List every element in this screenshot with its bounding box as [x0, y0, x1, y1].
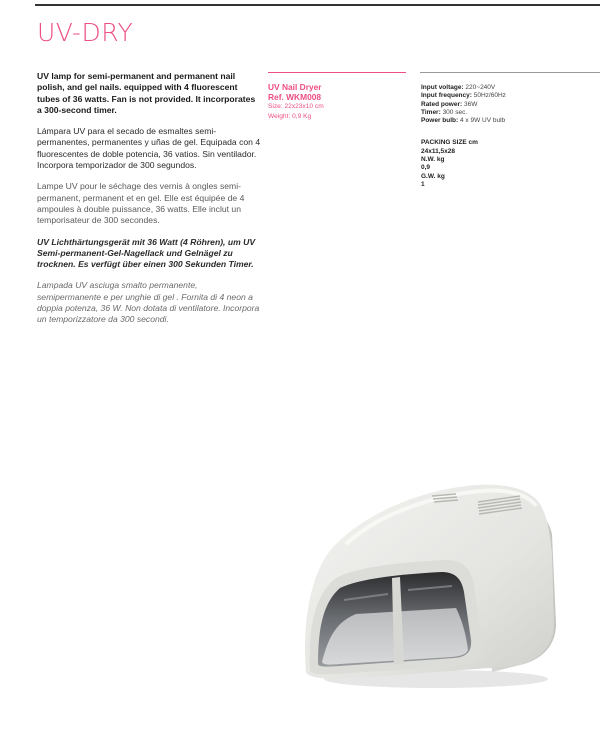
description-french: Lampe UV pour le séchage des vernis à ongles semi-permanent, permanent et en gel. Elle est équipée de 4 ampoules à double puissance, 36 watts. Elle inclut un temporisateur de 300 secondes. [37, 181, 245, 226]
description-english: UV lamp for semi-permanent and permanent nail polish, and gel nails. equipped with 4 fluorescent tubes of 36 watts. Fan is not provided. It incorporates a 300-second timer. [37, 71, 256, 115]
product-ref: Ref. WKM008 [268, 92, 322, 102]
specs-column [421, 84, 600, 189]
specs-rule [420, 72, 600, 73]
packing-info [421, 139, 600, 189]
top-rule [35, 4, 600, 6]
packing-gw-value: 1 [421, 180, 425, 188]
description-spanish: Lámpara UV para el secado de esmaltes semi-permanentes, permanentes y uñas de gel. Equipada con 4 fluorescentes de doble potencia, 36 vatios. Sin ventilador. Incorpora temporizador de 300 segundos. [37, 126, 261, 171]
spec-rated-power: Rated power: 36W [421, 100, 478, 108]
description-italian: Lampada UV asciuga smalto permanente, semipermanente e per unghie di gel . Fornita di 4 neon a doppia potenza, 36 W. Non dotata di ventilatore. Incorpora un temporizzatore da 300 secondi. [37, 280, 260, 325]
packing-size: 24x11,5x28 [421, 147, 455, 155]
product-photo-uv-lamp [296, 474, 562, 692]
product-info [268, 82, 406, 122]
product-size: Size: 22x23x10 cm [268, 103, 324, 110]
spec-input-voltage: Input voltage: 220~240V [421, 84, 496, 91]
spec-power-bulb: Power bulb: 4 x 9W UV bulb [421, 117, 506, 125]
description-german: UV Lichthärtungsgerät mit 36 Watt (4 Röhren), um UV Semi-permanent-Gel-Nagellack und Gelnägel zu trocknen. Es verfügt über einen 300 Sekunden Timer. [37, 236, 256, 270]
spec-timer: Timer: 300 sec. [421, 108, 468, 116]
packing-gw-label: G.W. kg [421, 172, 445, 180]
page-title: UV-DRY [37, 18, 134, 47]
packing-nw-label: N.W. kg [421, 156, 445, 164]
spec-input-frequency: Input frequency: 50Hz/60Hz [421, 92, 506, 100]
packing-title: PACKING SIZE cm [421, 139, 478, 147]
product-weight: Weight: 0,9 Kg [268, 113, 312, 120]
description-column [37, 71, 262, 336]
product-rule [268, 72, 406, 73]
packing-nw-value: 0,9 [421, 164, 431, 172]
product-name: UV Nail Dryer [268, 82, 322, 92]
